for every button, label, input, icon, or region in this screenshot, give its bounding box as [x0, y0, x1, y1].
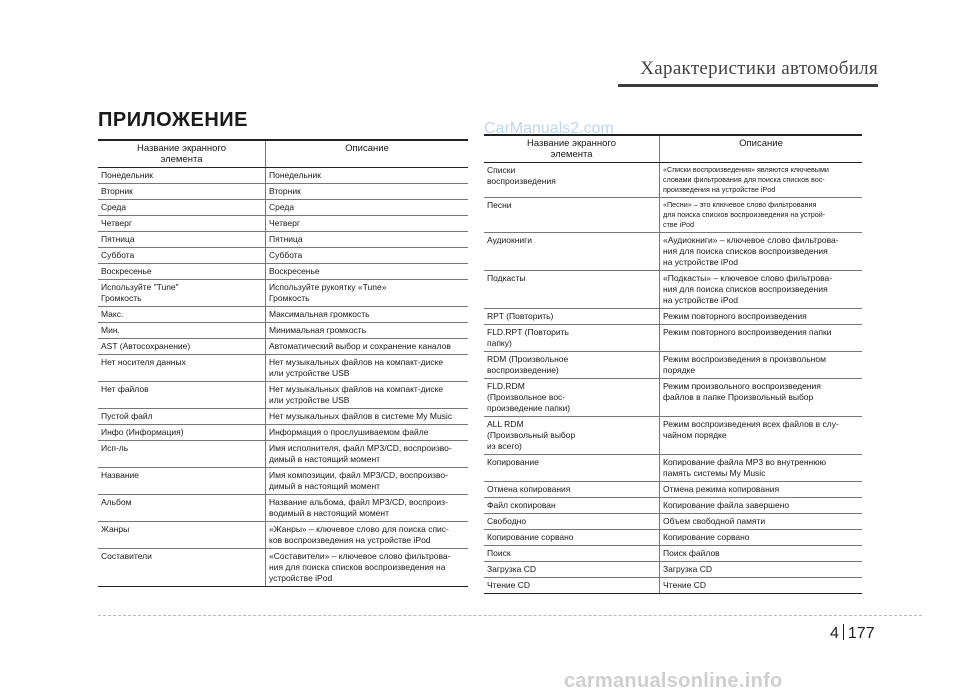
item-description: Копирование файла MP3 во внутреннюю память системы My Music: [663, 457, 826, 478]
table-row: [98, 382, 468, 409]
table-row: [98, 216, 468, 232]
item-description: Нет музыкальных файлов на компакт-диске или устройстве USB: [269, 357, 444, 378]
item-name: Списки воспроизведения: [484, 163, 660, 197]
table-row: [484, 417, 862, 455]
item-description: Используйте рукоятку «Tune» Громкость: [269, 282, 387, 303]
table-row: [484, 455, 862, 482]
item-description: Информация о прослушиваемом файле: [269, 427, 429, 437]
item-name: Аудиокниги: [484, 233, 660, 270]
left-table: [98, 139, 468, 587]
item-description: Копирование файла завершено: [663, 500, 790, 510]
table-row: [484, 325, 862, 352]
item-name: Составители: [98, 549, 266, 586]
item-name: Пятница: [98, 232, 266, 247]
item-description: Среда: [269, 202, 295, 212]
item-name: Песни: [484, 198, 660, 232]
left-table-body: [98, 168, 468, 586]
item-name: Нет файлов: [98, 382, 266, 408]
item-name: RDM (Произвольное воспроизведение): [484, 352, 660, 378]
table-row: [98, 323, 468, 339]
table-row: [98, 232, 468, 248]
item-description: Режим произвольного воспроизведения файлов в папке Произвольный выбор: [663, 381, 821, 402]
table-row: [484, 379, 862, 417]
item-name: Название: [98, 468, 266, 494]
table-header-row: [484, 136, 862, 163]
item-name: Чтение CD: [484, 578, 660, 593]
item-name: Копирование: [484, 455, 660, 481]
item-name: Загрузка CD: [484, 562, 660, 577]
item-name: ALL RDM (Произвольный выбор из всего): [484, 417, 660, 454]
item-name: Суббота: [98, 248, 266, 263]
section-header-title: Характеристики автомобиля: [640, 58, 878, 79]
table-row: [98, 355, 468, 382]
table-row: [98, 468, 468, 495]
table-row: [98, 441, 468, 468]
item-name: AST (Автосохранение): [98, 339, 266, 354]
table-row: [98, 200, 468, 216]
item-name: Нет носителя данных: [98, 355, 266, 381]
table-row: [484, 482, 862, 498]
item-name: FLD.RDM (Произвольное вос- произведение папки): [484, 379, 660, 416]
item-name: Пустой файл: [98, 409, 266, 424]
item-description: Имя композиции, файл MP3/CD, воспроизво- димый в настоящий момент: [269, 470, 448, 491]
column-header-description: Описание: [739, 138, 783, 149]
table-row: [98, 168, 468, 184]
item-name: Инфо (Информация): [98, 425, 266, 440]
table-row: [98, 409, 468, 425]
table-row: [98, 522, 468, 549]
table-header-row: [98, 141, 468, 168]
table-row: [98, 425, 468, 441]
item-description: «Списки воспроизведения» являются ключевыми словами фильтрования для поиска списков вос- произведения на устройстве iPod: [663, 165, 829, 194]
item-description: «Аудиокниги» – ключевое слово фильтрова- ния для поиска списков воспроизведения на устройстве iPod: [663, 235, 839, 267]
table-row: [98, 495, 468, 522]
item-name: Свободно: [484, 514, 660, 529]
column-header-name: Название экранного элемента: [98, 141, 266, 167]
item-name: Исп-ль: [98, 441, 266, 467]
item-name: Понедельник: [98, 168, 266, 183]
item-name: Отмена копирования: [484, 482, 660, 497]
item-description: Загрузка CD: [663, 564, 713, 574]
item-description: Суббота: [269, 250, 303, 260]
item-description: Воскресенье: [269, 266, 320, 276]
table-row: [98, 248, 468, 264]
table-row: [98, 280, 468, 307]
right-table-body: [484, 163, 862, 593]
item-name: Жанры: [98, 522, 266, 548]
item-name: Воскресенье: [98, 264, 266, 279]
table-row: [98, 339, 468, 355]
item-description: Режим воспроизведения в произвольном порядке: [663, 354, 826, 375]
item-description: «Жанры» – ключевое слово для поиска спис- ков воспроизведения на устройстве iPod: [269, 524, 449, 545]
item-description: Имя исполнителя, файл MP3/CD, воспроизво- димый в настоящий момент: [269, 443, 452, 464]
item-name: Поиск: [484, 546, 660, 561]
table-row: [98, 549, 468, 586]
item-description: Нет музыкальных файлов в системе My Music: [269, 411, 453, 421]
item-description: Отмена режима копирования: [663, 484, 780, 494]
item-description: «Составители» – ключевое слово фильтрова- ния для поиска списков воспроизведения на устройстве iPod: [269, 551, 451, 583]
table-row: [98, 307, 468, 323]
table-row: [484, 514, 862, 530]
item-description: Пятница: [269, 234, 303, 244]
item-name: FLD.RPT (Повторить папку): [484, 325, 660, 351]
item-name: Среда: [98, 200, 266, 215]
item-name: RPT (Повторить): [484, 309, 660, 324]
item-description: Режим повторного воспроизведения папки: [663, 327, 832, 337]
table-row: [484, 198, 862, 233]
page-title: ПРИЛОЖЕНИЕ: [98, 109, 248, 131]
page-number-value: 177: [847, 625, 875, 642]
item-description: Понедельник: [269, 170, 322, 180]
item-description: «Подкасты» – ключевое слово фильтрова- ния для поиска списков воспроизведения на устройстве iPod: [663, 273, 833, 305]
item-description: Чтение CD: [663, 580, 706, 590]
table-row: [98, 184, 468, 200]
item-description: Нет музыкальных файлов на компакт-диске или устройстве USB: [269, 384, 444, 405]
item-description: Название альбома, файл MP3/CD, воспроиз- водимый в настоящий момент: [269, 497, 448, 518]
page-number: [830, 624, 875, 643]
item-description: Четверг: [269, 218, 300, 228]
item-name: Альбом: [98, 495, 266, 521]
column-header-description: Описание: [345, 143, 389, 154]
page-number-separator: [843, 624, 844, 640]
watermark-bottom: carmanualsonline.info: [564, 670, 783, 692]
table-row: [484, 530, 862, 546]
item-description: Режим повторного воспроизведения: [663, 311, 807, 321]
table-row: [484, 562, 862, 578]
item-name: Макс.: [98, 307, 266, 322]
item-description: Режим воспроизведения всех файлов в слу- чайном порядке: [663, 419, 839, 440]
table-row: [484, 233, 862, 271]
item-description: Вторник: [269, 186, 301, 196]
column-header-name: Название экранного элемента: [484, 136, 660, 162]
item-name: Копирование сорвано: [484, 530, 660, 545]
item-description: Поиск файлов: [663, 548, 720, 558]
item-description: Максимальная громкость: [269, 309, 370, 319]
right-table: [484, 134, 862, 594]
item-name: Вторник: [98, 184, 266, 199]
table-row: [484, 309, 862, 325]
item-name: Четверг: [98, 216, 266, 231]
item-description: «Песни» – это ключевое слово фильтрования для поиска списков воспроизведения на устрой- стве iPod: [663, 200, 826, 229]
table-row: [484, 271, 862, 309]
header-rule: [618, 84, 878, 87]
table-row: [98, 264, 468, 280]
table-row: [484, 578, 862, 593]
watermark-top: CarManuals2.com: [484, 120, 614, 137]
item-name: Файл скопирован: [484, 498, 660, 513]
item-name: Мин.: [98, 323, 266, 338]
item-description: Объем свободной памяти: [663, 516, 766, 526]
item-description: Копирование сорвано: [663, 532, 750, 542]
table-row: [484, 498, 862, 514]
chapter-number: 4: [830, 625, 839, 642]
footer-divider: [98, 615, 922, 616]
table-row: [484, 546, 862, 562]
item-name: Подкасты: [484, 271, 660, 308]
item-name: Используйте "Tune" Громкость: [98, 280, 266, 306]
table-row: [484, 163, 862, 198]
item-description: Минимальная громкость: [269, 325, 367, 335]
item-description: Автоматический выбор и сохранение каналов: [269, 341, 451, 351]
table-row: [484, 352, 862, 379]
